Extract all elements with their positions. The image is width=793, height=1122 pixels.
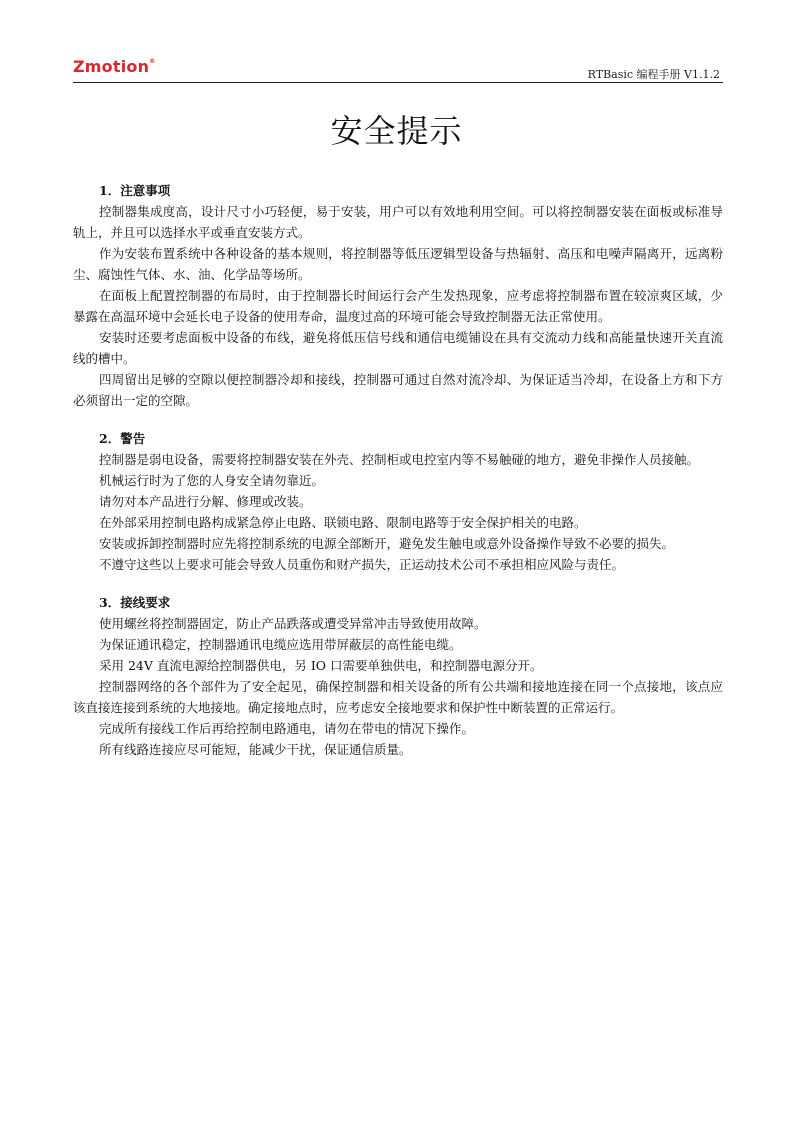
paragraph: 完成所有接线工作后再给控制电路通电，请勿在带电的情况下操作。 bbox=[99, 721, 475, 736]
paragraph: 为保证通讯稳定，控制器通讯电缆应选用带屏蔽层的高性能电缆。 bbox=[99, 637, 462, 652]
paragraph: 采用 24V 直流电源给控制器供电，另 IO 口需要单独供电，和控制器电源分开。 bbox=[99, 658, 543, 673]
section-heading: 1．注意事项 bbox=[99, 183, 171, 198]
company-logo bbox=[73, 57, 155, 76]
paragraph: 请勿对本产品进行分解、修理或改装。 bbox=[99, 494, 312, 509]
paragraph: 控制器网络的各个部件为了安全起见，确保控制器和相关设备的所有公共端和接地连接在同一个点接地，该点应该直接连接到系统的大地接地。确定接地点时，应考虑安全接地要求和保护性中断装置的正常运行。 bbox=[73, 679, 723, 715]
logo-text: Zmotion bbox=[73, 57, 150, 76]
paragraph: 控制器是弱电设备，需要将控制器安装在外壳、控制柜或电控室内等不易触碰的地方，避免非操作人员接触。 bbox=[99, 452, 700, 467]
paragraph: 在外部采用控制电路构成紧急停止电路、联锁电路、限制电路等于安全保护相关的电路。 bbox=[99, 515, 587, 530]
paragraph: 在面板上配置控制器的布局时，由于控制器长时间运行会产生发热现象，应考虑将控制器布置在较凉爽区域，少暴露在高温环境中会延长电子设备的使用寿命，温度过高的环境可能会导致控制器无法正常使用。 bbox=[73, 288, 723, 324]
paragraph: 安装时还要考虑面板中设备的布线，避免将低压信号线和通信电缆铺设在具有交流动力线和高能量快速开关直流线的槽中。 bbox=[73, 330, 723, 366]
paragraph: 安装或拆卸控制器时应先将控制系统的电源全部断开，避免发生触电或意外设备操作导致不必要的损失。 bbox=[99, 536, 675, 551]
paragraph: 四周留出足够的空隙以便控制器冷却和接线，控制器可通过自然对流冷却、为保证适当冷却，在设备上方和下方必须留出一定的空隙。 bbox=[73, 372, 723, 408]
section-wiring bbox=[73, 592, 723, 760]
registered-mark: ® bbox=[149, 58, 156, 65]
section-precautions bbox=[73, 180, 723, 411]
paragraph: 机械运行时为了您的人身安全请勿靠近。 bbox=[99, 473, 325, 488]
section-heading: 2．警告 bbox=[99, 431, 146, 446]
header-divider bbox=[73, 82, 723, 83]
document-body bbox=[73, 180, 723, 777]
paragraph: 使用螺丝将控制器固定，防止产品跌落或遭受异常冲击导致使用故障。 bbox=[99, 616, 487, 631]
section-heading: 3．接线要求 bbox=[99, 595, 171, 610]
section-warning bbox=[73, 428, 723, 575]
paragraph: 不遵守这些以上要求可能会导致人员重伤和财产损失，正运动技术公司不承担相应风险与责任。 bbox=[99, 557, 625, 572]
manual-title: RTBasic 编程手册 V1.1.2 bbox=[587, 68, 720, 81]
paragraph: 控制器集成度高，设计尺寸小巧轻便，易于安装，用户可以有效地利用空间。可以将控制器安装在面板或标准导轨上，并且可以选择水平或垂直安装方式。 bbox=[73, 204, 723, 240]
page-title: 安全提示 bbox=[330, 112, 463, 150]
paragraph: 作为安装布置系统中各种设备的基本规则，将控制器等低压逻辑型设备与热辐射、高压和电噪声隔离开，远离粉尘、腐蚀性气体、水、油、化学品等场所。 bbox=[73, 246, 723, 282]
paragraph: 所有线路连接应尽可能短，能减少干扰，保证通信质量。 bbox=[99, 742, 412, 757]
